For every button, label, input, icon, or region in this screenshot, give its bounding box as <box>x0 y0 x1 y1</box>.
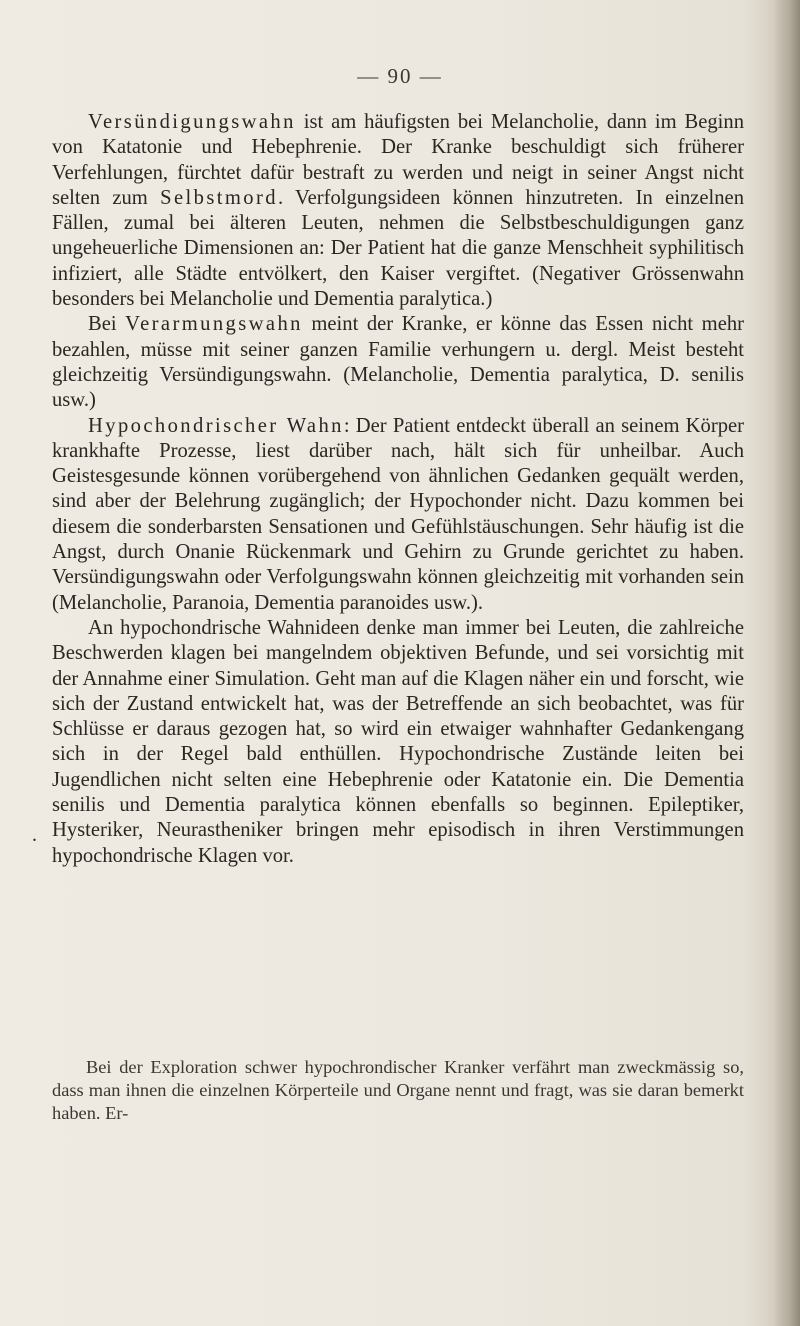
paragraph-hypochondrische-wahnideen <box>52 616 744 869</box>
paragraph-hypochondrischer-wahn <box>52 414 744 616</box>
paragraph-text: . Verfolgungsideen können hinzutreten. In einzelnen Fällen, zumal bei älteren Leuten, nehmen die Selbstbeschuldigungen ganz ungeheuerliche Dimensionen an: Der Patient hat die ganze Menschheit syphilitisch infiziert, alle Städte entvölkert, den Kaiser vergiftet. (Negativer Grössenwahn besonders bei Melancholie und Dementia paralytica.) <box>52 186 744 311</box>
main-text <box>52 110 744 869</box>
margin-mark: . <box>32 824 37 846</box>
paragraph-text: ist am häufigsten bei Melancholie, dann im Beginn von Katatonie und Hebephrenie. Der Kranke beschuldigt sich früherer Verfehlungen, fürchtet dafür bestraft zu werden und neigt in seiner Angst nicht selten zum <box>52 111 744 209</box>
page-number: — 90 — <box>357 64 443 88</box>
page-edge-shadow <box>774 0 800 1326</box>
spaced-term: Hypochondrischer Wahn <box>88 414 344 437</box>
spaced-term: Verarmungswahn <box>125 313 303 336</box>
spaced-term: Versündigungswahn <box>88 111 296 133</box>
paragraph-text: meint der Kranke, er könne das Essen nicht mehr bezahlen, müsse mit seiner ganzen Familie verhungern u. dergl. Meist besteht gleichzeitig Versündigungswahn. (Melancholie, Dementia paralytica, D. senilis usw.) <box>52 313 744 412</box>
paragraph-text: An hypochondrische Wahnideen denke man immer bei Leuten, die zahlreiche Beschwerden klagen bei mangelndem objektiven Befunde, und sei vorsichtig mit der Annahme einer Simulation. Geht man auf die Klagen näher ein und forscht, wie sich der Zustand entwickelt hat, was der Betreffende an sich beobachtet, was für Schlüsse er daraus gezogen hat, so wird ein etwaiger wahnhafter Gedankengang sich in der Regel bald enthüllen. Hypochondrische Zustände leiten bei Jugendlichen nicht selten eine Hebephrenie oder Katatonie ein. Die Dementia senilis und Dementia paralytica können ebenfalls so beginnen. Epileptiker, Hysteriker, Neurastheniker bringen mehr episodisch in ihren Verstimmungen hypochondrische Klagen vor. <box>52 616 744 867</box>
paragraph-exploration: Bei der Exploration schwer hypochrondischer Kranker verfährt man zweckmässig so, dass man ihnen die einzelnen Körperteile und Organe nennt und fragt, was sie daran bemerkt haben. Er- <box>52 1057 744 1123</box>
paragraph-verarmungswahn <box>52 312 744 413</box>
paragraph-versuendigungswahn <box>52 110 744 312</box>
spaced-term: Selbstmord <box>160 186 278 209</box>
paragraph-lead: Bei <box>88 313 126 336</box>
paragraph-text: : Der Patient entdeckt überall an seinem Körper krankhafte Prozesse, liest darüber nach, hält sich für unheilbar. Auch Geistesgesunde können vorübergehend von ähnlichen Gedanken gequält werden, sind aber der Belehrung zugänglich; der Hypochonder nicht. Dazu kommen bei diesem die sonderbarsten Sensationen und Gefühlstäuschungen. Sehr häufig ist die Angst, durch Onanie Rückenmark und Gehirn zu Grunde gerichtet zu haben. Versündigungswahn oder Verfolgungswahn können gleichzeitig mit vorhanden sein (Melancholie, Paranoia, Dementia paranoides usw.). <box>52 414 744 614</box>
small-print-text <box>52 1056 744 1125</box>
